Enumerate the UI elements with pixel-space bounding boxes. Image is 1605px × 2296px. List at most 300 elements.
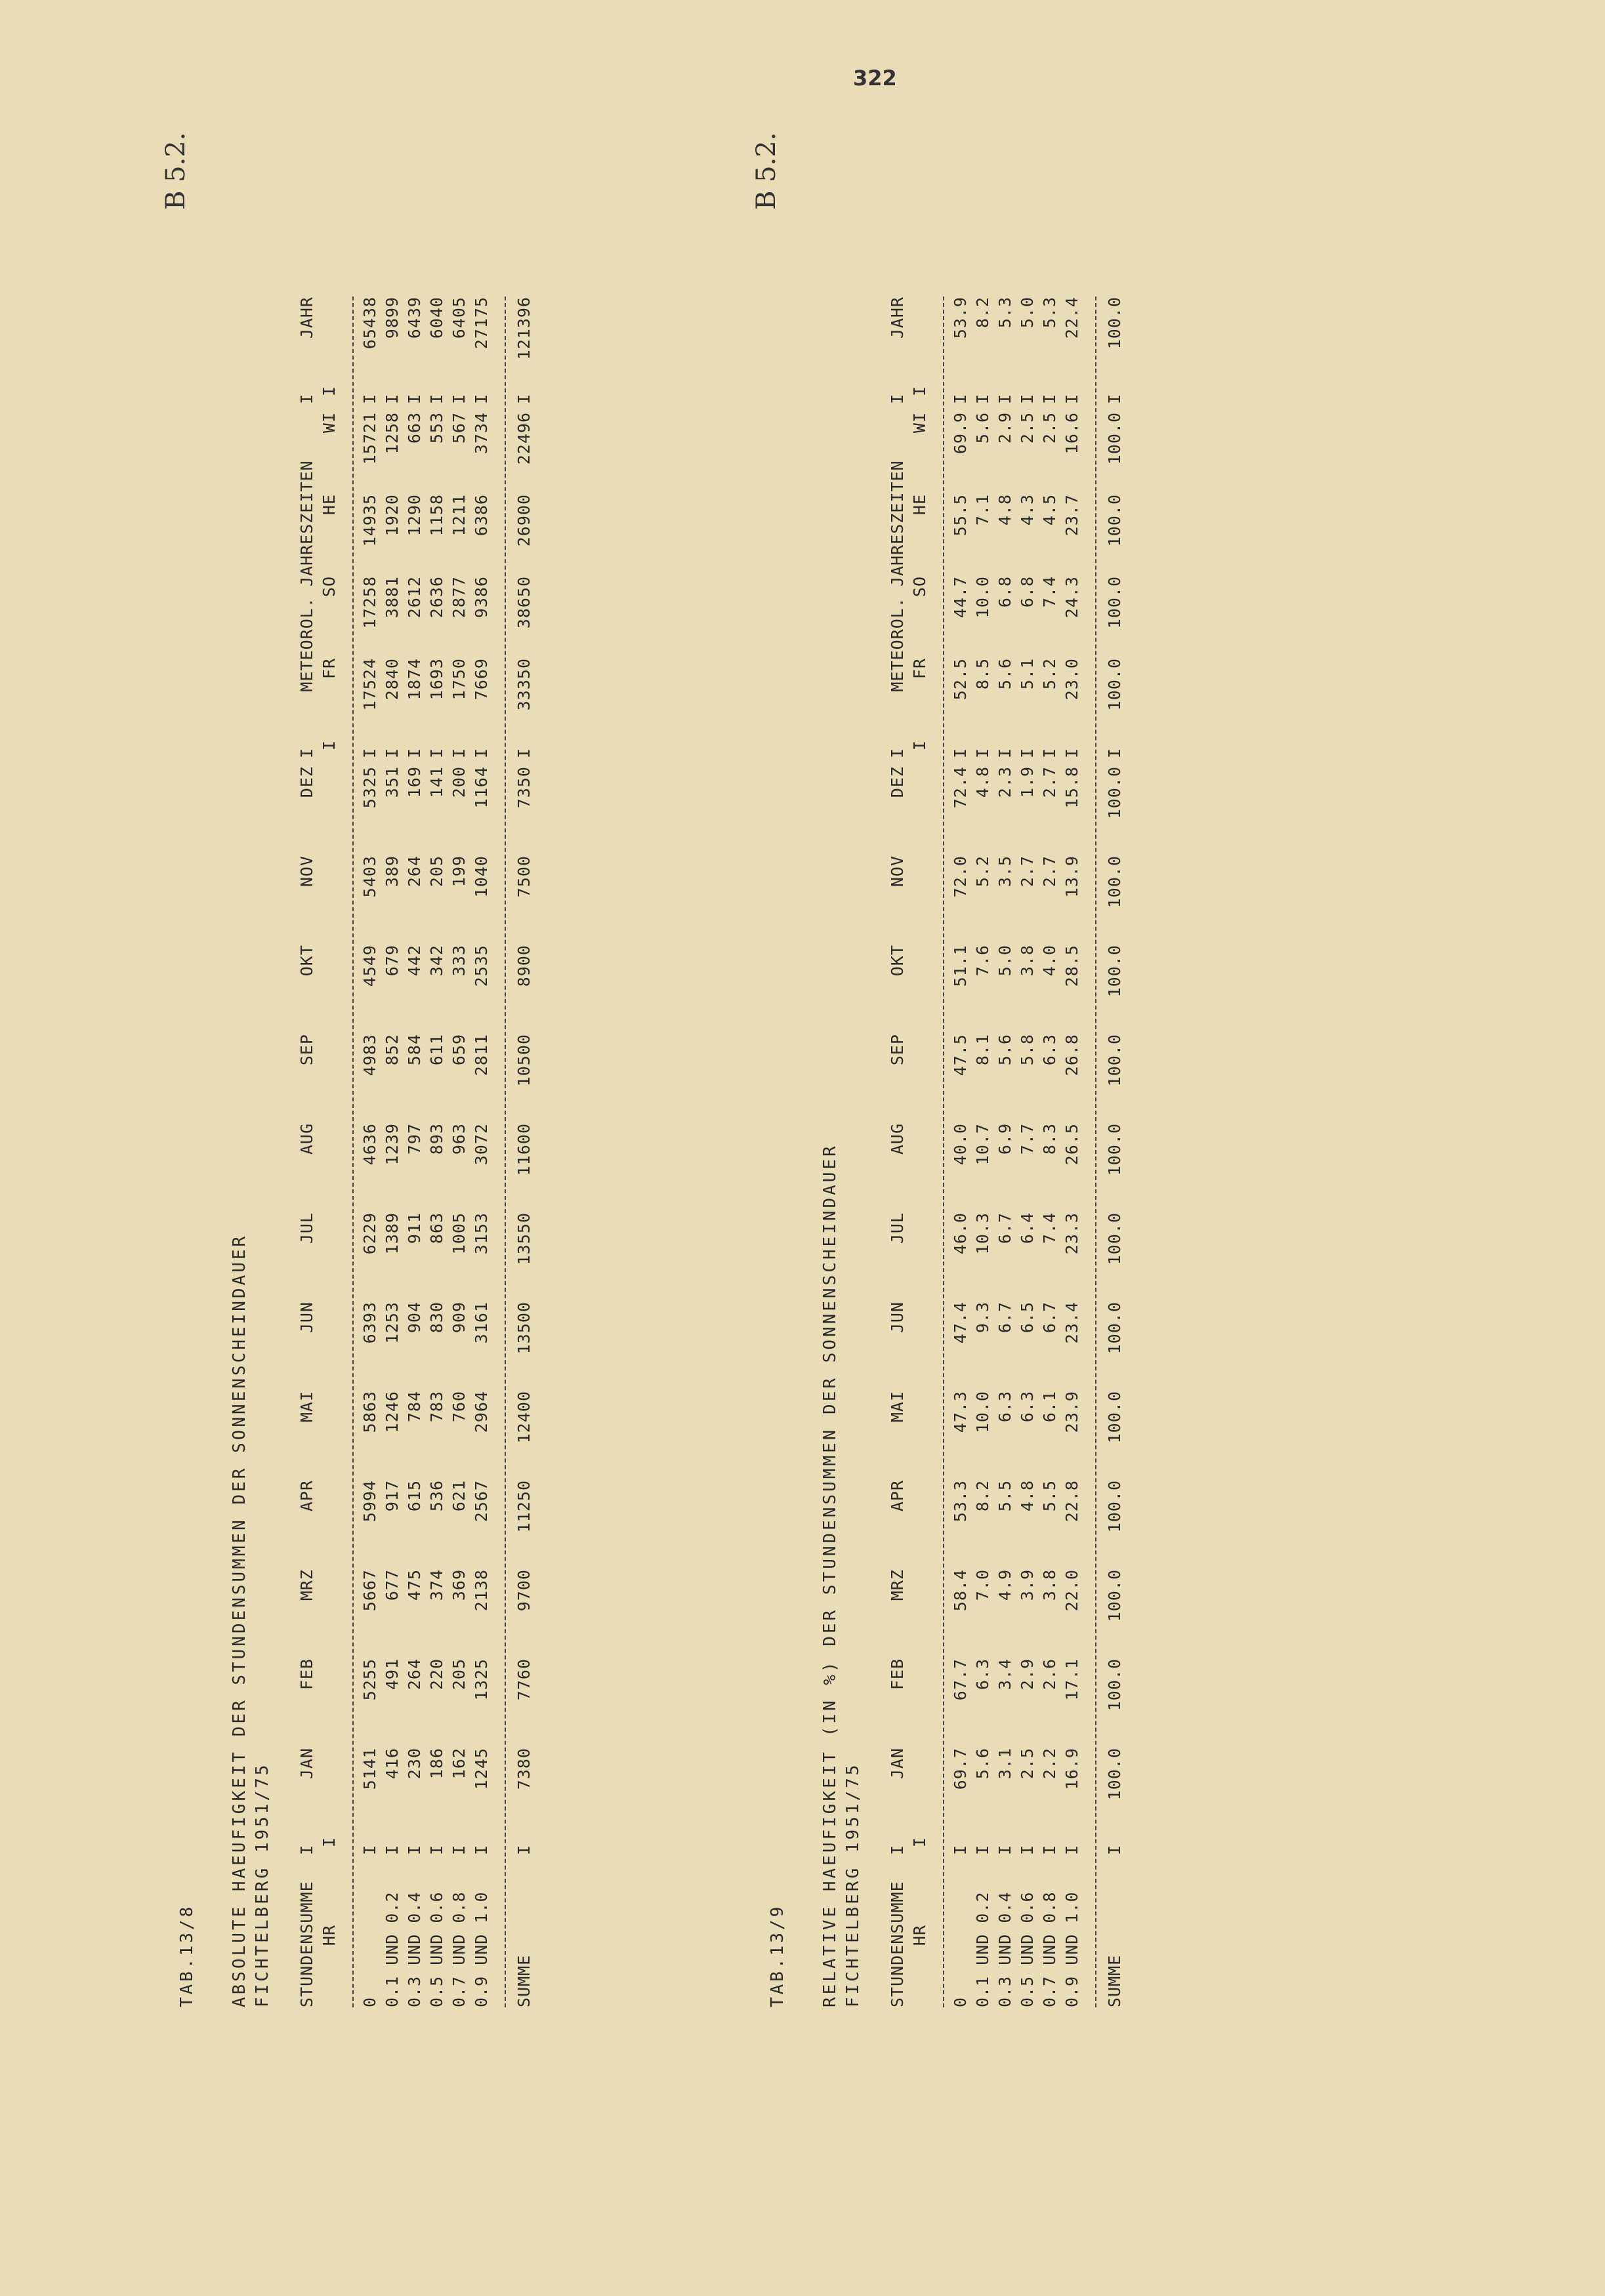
column-separator: I [382,1844,402,1856]
month-value: 611 [427,1034,446,1066]
month-value: 22.8 [1062,1480,1081,1523]
month-value: 8.2 [972,1480,992,1512]
month-value: 6.3 [995,1391,1014,1423]
season-value: 1211 [449,494,469,537]
month-value: 8900 [514,945,533,987]
row-label: 0.5 UND 0.6 [427,1891,446,2007]
season-value: 2.5 [1039,412,1059,444]
table-id: TAB.13/8 [177,1904,197,2007]
month-header: MRZ [297,1569,316,1601]
month-value: 100.0 [1104,1034,1124,1087]
month-value: 100.0 [1104,1212,1124,1265]
month-value: 374 [427,1569,446,1601]
month-value: 760 [449,1391,469,1423]
month-header: DEZ [887,766,907,798]
month-value: 51.1 [950,945,970,987]
year-value: 6439 [404,297,424,339]
month-value: 442 [404,945,424,977]
divider [492,297,511,2007]
season-value: 55.5 [950,494,970,537]
month-value: 2.7 [1039,766,1059,798]
column-separator: I [404,393,424,405]
row-label: 0.5 UND 0.6 [1017,1891,1037,2007]
month-value: 7350 [514,766,533,809]
month-value: 10500 [514,1034,533,1087]
season-value: 5.1 [1017,658,1037,690]
month-value: 4549 [360,945,379,987]
month-value: 1389 [382,1212,402,1255]
month-value: 23.4 [1062,1302,1081,1344]
month-value: 5667 [360,1569,379,1612]
row-label: 0.3 UND 0.4 [995,1891,1014,2007]
season-header: WI [319,412,339,434]
month-value: 369 [449,1569,469,1601]
month-value: 8.1 [972,1034,992,1066]
month-value: 333 [449,945,469,977]
season-value: 44.7 [950,576,970,619]
divider [930,297,949,2007]
row-label: SUMME [1104,1954,1124,2007]
month-value: 2.7 [1017,855,1037,888]
season-value: 2612 [404,576,424,619]
season-value: 2.9 [995,412,1014,444]
seasons-header: METEOROL. JAHRESZEITEN [297,460,316,692]
table-row [403,297,425,2007]
month-value: 2.7 [1039,855,1059,888]
month-value: 621 [449,1480,469,1512]
month-header: NOV [887,855,907,888]
month-value: 10.3 [972,1212,992,1255]
month-value: 169 [404,766,424,798]
month-value: 230 [404,1748,424,1780]
column-separator: I [887,1844,907,1856]
column-separator: I [1104,1844,1124,1856]
season-value: 22496 [514,412,533,465]
month-header: NOV [297,855,316,888]
column-separator: I [950,747,970,759]
row-label: 0.9 UND 1.0 [471,1891,491,2007]
month-header: JUL [297,1212,316,1244]
month-value: 615 [404,1480,424,1512]
row-unit-header: HR [909,1924,929,1946]
column-separator: I [449,393,469,405]
row-label: 0.1 UND 0.2 [972,1891,992,2007]
month-header: APR [297,1480,316,1512]
month-value: 26.5 [1062,1123,1081,1166]
year-value: 8.2 [972,297,992,329]
season-value: 3734 [471,412,491,455]
month-value: 72.0 [950,855,970,898]
month-value: 10.0 [972,1391,992,1433]
column-separator: I [1039,1844,1059,1856]
month-value: 536 [427,1480,446,1512]
month-value: 1246 [382,1391,402,1433]
month-value: 1245 [471,1748,491,1790]
season-value: 23.7 [1062,494,1081,537]
row-label: 0.7 UND 0.8 [449,1891,469,2007]
season-header: SO [319,576,339,598]
month-value: 100.0 [1104,1569,1124,1622]
month-value: 4.8 [972,766,992,798]
year-value: 9899 [382,297,402,339]
season-value: 5.2 [1039,658,1059,690]
month-value: 389 [382,855,402,888]
year-value: 6405 [449,297,469,339]
column-separator: I [972,747,992,759]
table-row [470,297,492,2007]
month-value: 100.0 [1104,1480,1124,1533]
month-value: 6.7 [995,1302,1014,1334]
year-value: 27175 [471,297,491,350]
column-separator: I [909,386,929,397]
month-value: 5863 [360,1391,379,1433]
season-value: 663 [404,412,424,444]
month-value: 6393 [360,1302,379,1344]
month-header: FEB [297,1658,316,1691]
column-separator: I [950,393,970,405]
month-value: 100.0 [1104,1391,1124,1444]
header-row [908,297,930,2007]
reference-code: B 5.2. [161,132,191,210]
month-value: 13.9 [1062,855,1081,898]
season-value: 24.3 [1062,576,1081,619]
column-separator: I [471,747,491,759]
month-value: 264 [404,855,424,888]
table-station: FICHTELBERG 1951/75 [843,1762,863,2007]
divider [340,297,358,2007]
month-value: 186 [427,1748,446,1780]
season-value: 16.6 [1062,412,1081,455]
month-value: 784 [404,1391,424,1423]
season-value: 7.1 [972,494,992,526]
season-value: 5.6 [972,412,992,444]
month-value: 491 [382,1658,402,1691]
column-separator: I [887,747,907,759]
month-header: JUL [887,1212,907,1244]
column-separator: I [404,747,424,759]
table-title: ABSOLUTE HAEUFIGKEIT DER STUNDENSUMMEN DER SONNENSCHEINDAUER [230,1233,249,2007]
season-header: HE [319,494,339,516]
month-value: 100.0 [1104,766,1124,819]
month-value: 6.5 [1017,1302,1037,1334]
month-value: 100.0 [1104,1123,1124,1176]
year-value: 5.0 [1017,297,1037,329]
month-value: 11250 [514,1480,533,1533]
month-value: 7.7 [1017,1123,1037,1155]
row-label: 0 [950,1996,970,2007]
season-value: 6.8 [995,576,1014,608]
month-value: 13500 [514,1302,533,1355]
month-value: 58.4 [950,1569,970,1612]
column-separator: I [1039,747,1059,759]
month-value: 100.0 [1104,945,1124,998]
month-header: SEP [297,1034,316,1066]
month-value: 2535 [471,945,491,987]
month-header: JAN [887,1748,907,1780]
column-separator: I [995,1844,1014,1856]
month-value: 7.6 [972,945,992,977]
column-separator: I [427,747,446,759]
month-value: 72.4 [950,766,970,809]
row-label: 0.9 UND 1.0 [1062,1891,1081,2007]
season-value: 1750 [449,658,469,701]
season-value: 553 [427,412,446,444]
data-table [886,297,1127,2007]
month-value: 11600 [514,1123,533,1176]
column-separator: I [950,1844,970,1856]
seasons-header: METEOROL. JAHRESZEITEN [887,460,907,692]
season-value: 1920 [382,494,402,537]
month-value: 28.5 [1062,945,1081,987]
column-separator: I [471,1844,491,1856]
month-value: 162 [449,1748,469,1780]
season-value: 4.8 [995,494,1014,526]
column-separator: I [995,747,1014,759]
column-separator: I [449,747,469,759]
month-value: 3.8 [1017,945,1037,977]
column-separator: I [1017,393,1037,405]
sum-row [511,297,537,2007]
column-separator: I [972,393,992,405]
month-value: 2138 [471,1569,491,1612]
month-value: 100.0 [1104,855,1124,909]
season-value: 15721 [360,412,379,465]
season-value: 100.0 [1104,658,1124,711]
season-value: 100.0 [1104,576,1124,629]
month-value: 4.8 [1017,1480,1037,1512]
table-row [358,297,381,2007]
month-value: 5403 [360,855,379,898]
season-value: 2636 [427,576,446,619]
season-header: FR [319,658,339,680]
season-value: 100.0 [1104,412,1124,465]
month-value: 6.7 [1039,1302,1059,1334]
season-value: 4.3 [1017,494,1037,526]
year-value: 5.3 [995,297,1014,329]
year-header: JAHR [887,297,907,339]
month-value: 679 [382,945,402,977]
month-value: 5.6 [995,1034,1014,1066]
month-value: 7.4 [1039,1212,1059,1244]
column-separator: I [972,1844,992,1856]
month-value: 1040 [471,855,491,898]
month-value: 141 [427,766,446,798]
month-value: 5.5 [995,1480,1014,1512]
column-separator: I [449,1844,469,1856]
month-value: 7380 [514,1748,533,1790]
season-value: 1874 [404,658,424,701]
month-value: 416 [382,1748,402,1780]
month-header: APR [887,1480,907,1512]
row-label-header: STUNDENSUMME [297,1881,316,2007]
month-value: 47.5 [950,1034,970,1076]
month-value: 40.0 [950,1123,970,1166]
month-value: 3072 [471,1123,491,1166]
season-value: 567 [449,412,469,444]
month-value: 205 [449,1658,469,1691]
month-header: JUN [297,1302,316,1334]
column-separator: I [1062,1844,1081,1856]
table-row [1038,297,1060,2007]
month-value: 3161 [471,1302,491,1344]
column-separator: I [427,1844,446,1856]
month-value: 53.3 [950,1480,970,1523]
season-header: HE [909,494,929,516]
table-row [971,297,993,2007]
month-value: 46.0 [950,1212,970,1255]
month-value: 1253 [382,1302,402,1344]
column-separator: I [382,747,402,759]
season-value: 17524 [360,658,379,711]
month-header: MAI [887,1391,907,1423]
month-value: 22.0 [1062,1569,1081,1612]
column-separator: I [297,393,316,405]
header-row [295,297,318,2007]
month-header: MAI [297,1391,316,1423]
row-label: 0.3 UND 0.4 [404,1891,424,2007]
month-value: 1.9 [1017,766,1037,798]
season-value: 1258 [382,412,402,455]
month-value: 911 [404,1212,424,1244]
month-value: 659 [449,1034,469,1066]
season-value: 52.5 [950,658,970,701]
column-separator: I [404,1844,424,1856]
season-value: 17258 [360,576,379,629]
table-row [993,297,1016,2007]
month-value: 220 [427,1658,446,1691]
season-value: 2840 [382,658,402,701]
table-row [448,297,470,2007]
year-value: 22.4 [1062,297,1081,339]
column-separator: I [297,1844,316,1856]
month-value: 47.4 [950,1302,970,1344]
month-value: 7760 [514,1658,533,1701]
month-header: JAN [297,1748,316,1780]
month-value: 1239 [382,1123,402,1166]
month-value: 16.9 [1062,1748,1081,1790]
season-value: 1290 [404,494,424,537]
month-value: 830 [427,1302,446,1334]
header-row [318,297,340,2007]
month-value: 7500 [514,855,533,898]
table-row [949,297,971,2007]
month-value: 5.8 [1017,1034,1037,1066]
season-value: 14935 [360,494,379,547]
season-value: 2877 [449,576,469,619]
column-separator: I [1039,393,1059,405]
table-title: RELATIVE HAEUFIGKEIT (IN %) DER STUNDENSUMMEN DER SONNENSCHEINDAUER [820,1143,840,2007]
month-value: 8.3 [1039,1123,1059,1155]
month-header: AUG [887,1123,907,1155]
month-value: 6.7 [995,1212,1014,1244]
month-value: 5.6 [972,1748,992,1780]
table-station: FICHTELBERG 1951/75 [253,1762,272,2007]
month-value: 475 [404,1569,424,1601]
month-value: 4983 [360,1034,379,1076]
month-value: 6.3 [1039,1034,1059,1066]
column-separator: I [1062,747,1081,759]
month-value: 12400 [514,1391,533,1444]
month-value: 1325 [471,1658,491,1701]
table-row [425,297,448,2007]
season-value: 8.5 [972,658,992,690]
column-separator: I [1104,393,1124,405]
season-header: SO [909,576,929,598]
page-number: 322 [853,66,897,91]
row-label-header: STUNDENSUMME [887,1881,907,2007]
month-value: 963 [449,1123,469,1155]
year-value: 6040 [427,297,446,339]
month-value: 4.9 [995,1569,1014,1601]
season-value: 10.0 [972,576,992,619]
month-value: 6.9 [995,1123,1014,1155]
month-value: 100.0 [1104,1302,1124,1355]
month-value: 2.5 [1017,1748,1037,1780]
column-separator: I [995,393,1014,405]
year-value: 53.9 [950,297,970,339]
month-value: 1164 [471,766,491,809]
month-value: 100.0 [1104,1658,1124,1712]
month-value: 917 [382,1480,402,1512]
month-value: 3.9 [1017,1569,1037,1601]
data-table [295,297,537,2007]
month-header: DEZ [297,766,316,798]
month-value: 5255 [360,1658,379,1701]
divider [1083,297,1101,2007]
month-value: 852 [382,1034,402,1066]
season-value: 2.5 [1017,412,1037,444]
month-value: 5.0 [995,945,1014,977]
table-id: TAB.13/9 [768,1904,787,2007]
reference-code: B 5.2. [751,132,782,210]
month-value: 10.7 [972,1123,992,1166]
month-value: 6.1 [1039,1391,1059,1423]
month-header: FEB [887,1658,907,1691]
season-value: 23.0 [1062,658,1081,701]
month-value: 904 [404,1302,424,1334]
column-separator: I [1062,393,1081,405]
month-value: 3.5 [995,855,1014,888]
month-value: 199 [449,855,469,888]
month-value: 2811 [471,1034,491,1076]
season-value: 4.5 [1039,494,1059,526]
season-value: 9386 [471,576,491,619]
column-separator: I [360,747,379,759]
column-separator: I [360,393,379,405]
month-header: SEP [887,1034,907,1066]
month-value: 584 [404,1034,424,1066]
month-value: 17.1 [1062,1658,1081,1701]
season-value: 3881 [382,576,402,619]
month-value: 100.0 [1104,1748,1124,1801]
season-header: WI [909,412,929,434]
month-value: 351 [382,766,402,798]
column-separator: I [360,1844,379,1856]
month-value: 23.3 [1062,1212,1081,1255]
column-separator: I [319,740,339,751]
season-header: FR [909,658,929,680]
month-value: 15.8 [1062,766,1081,809]
month-value: 23.9 [1062,1391,1081,1433]
row-label: 0.1 UND 0.2 [382,1891,402,2007]
month-value: 863 [427,1212,446,1244]
month-value: 2.6 [1039,1658,1059,1691]
column-separator: I [514,747,533,759]
table-row [1016,297,1038,2007]
column-separator: I [909,1837,929,1848]
month-value: 205 [427,855,446,888]
row-label: SUMME [514,1954,533,2007]
